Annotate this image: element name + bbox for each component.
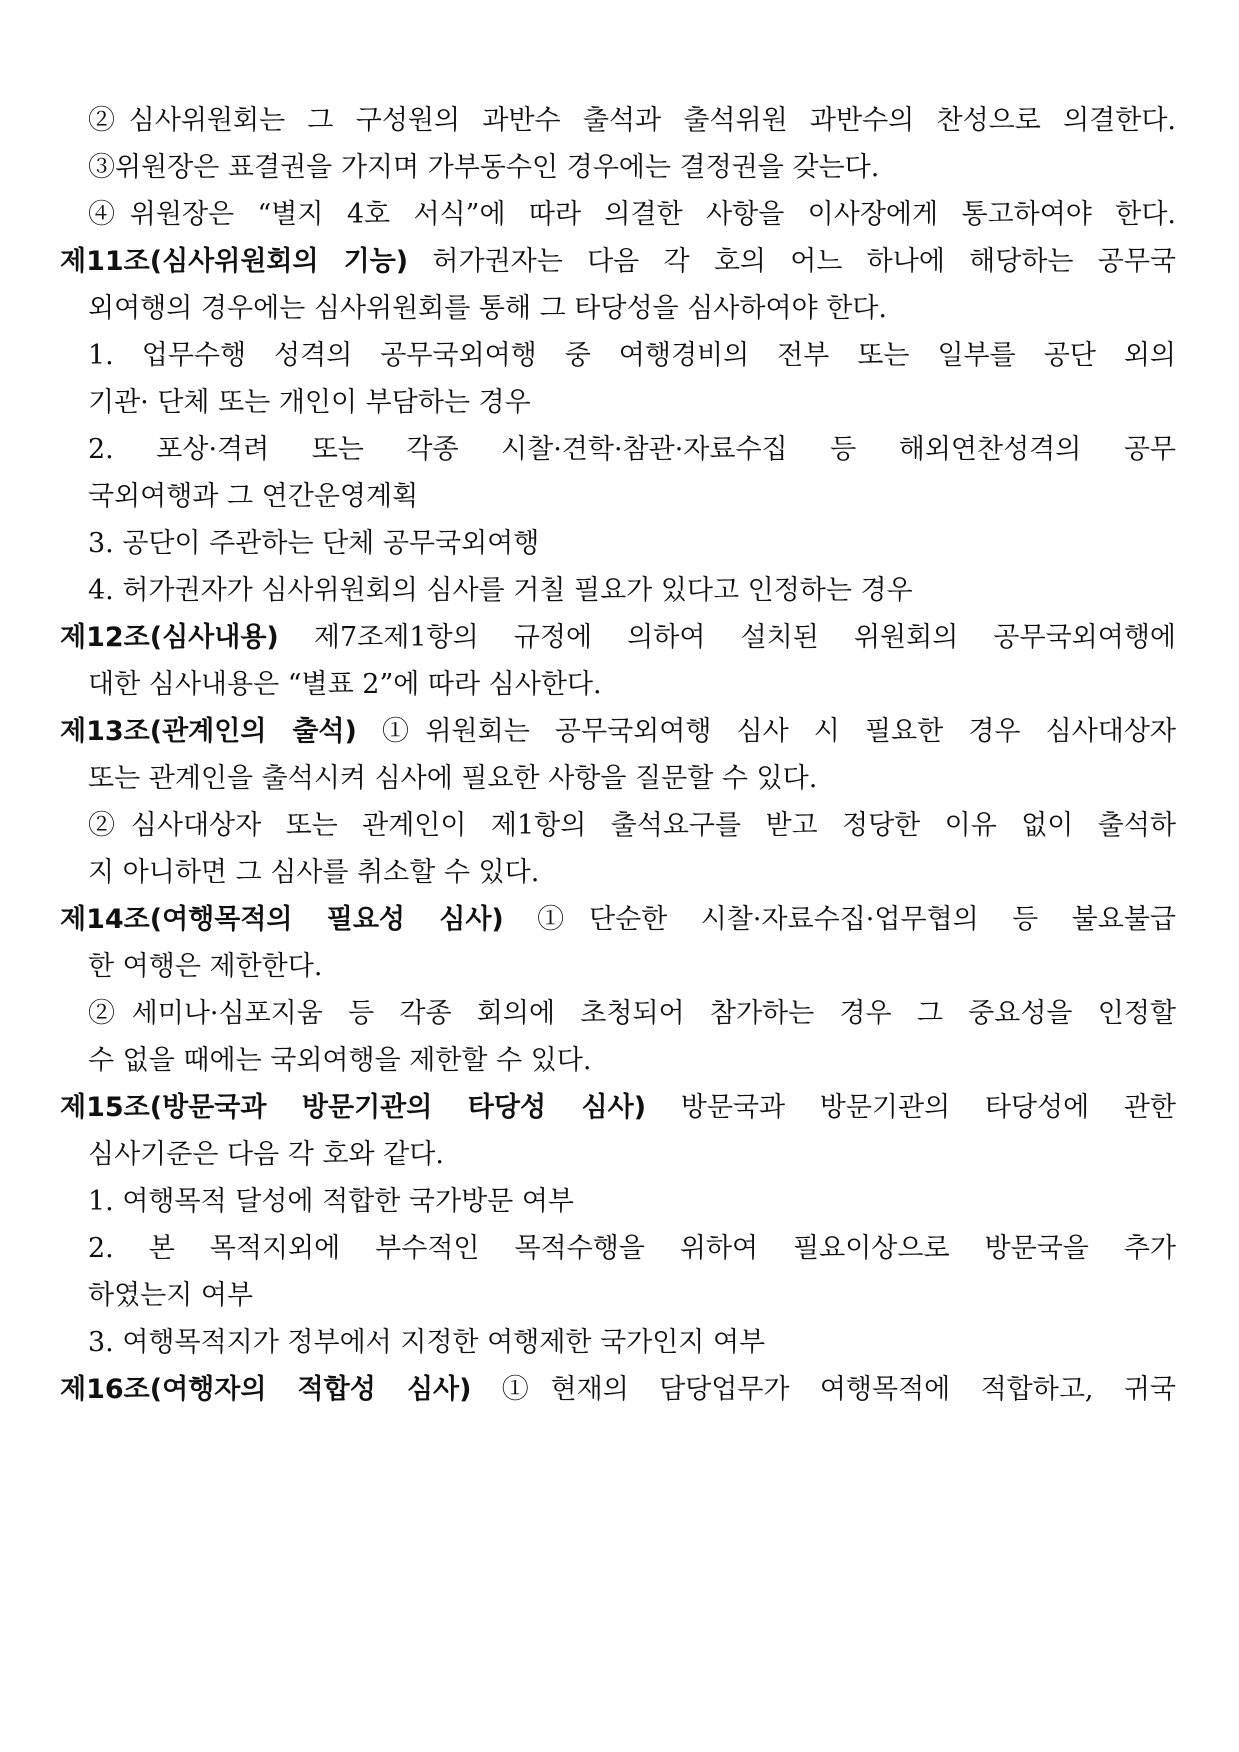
text-line: ②세미나·심포지움 등 각종 회의에 초청되어 참가하는 경우 그 중요성을 인정할	[88, 998, 1176, 1029]
text-line: 국외여행과 그 연간운영계획	[88, 481, 419, 512]
text-line: 3. 여행목적지가 정부에서 지정한 여행제한 국가인지 여부	[88, 1327, 766, 1358]
article-heading: 제14조(여행목적의 필요성 심사)	[60, 904, 504, 935]
article-16	[60, 1370, 1176, 1410]
text-line: 심사기준은 다음 각 호와 같다.	[88, 1139, 444, 1170]
text-line: 4. 허가권자가 심사위원회의 심사를 거칠 필요가 있다고 인정하는 경우	[88, 575, 913, 606]
text-line: 한 여행은 제한한다.	[88, 951, 323, 982]
text-line: 1. 여행목적 달성에 적합한 국가방문 여부	[88, 1186, 574, 1217]
article-text: 제7조제1항의 규정에 의하여 설치된 위원회의 공무국외여행에	[278, 622, 1176, 653]
text-line: ②심사위원회는 그 구성원의 과반수 출석과 출석위원 과반수의 찬성으로 의결한다.	[88, 105, 1176, 136]
article-heading: 제13조(관계인의 출석)	[60, 716, 357, 747]
text-line: 2. 포상·격려 또는 각종 시찰·견학·참관·자료수집 등 해외연찬성격의 공무	[88, 434, 1176, 465]
text-line: 수 없을 때에는 국외여행을 제한할 수 있다.	[88, 1045, 592, 1076]
article-11	[60, 242, 1176, 282]
text-line: 하였는지 여부	[88, 1280, 254, 1311]
text-line: 기관· 단체 또는 개인이 부담하는 경우	[88, 387, 531, 418]
article-heading: 제16조(여행자의 적합성 심사)	[60, 1374, 472, 1405]
text-line: 3. 공단이 주관하는 단체 공무국외여행	[88, 528, 540, 559]
text-line: ③위원장은 표결권을 가지며 가부동수인 경우에는 결정권을 갖는다.	[88, 152, 880, 183]
article-text: ①현재의 담당업무가 여행목적에 적합하고, 귀국	[471, 1374, 1176, 1405]
article-text: 허가권자는 다음 각 호의 어느 하나에 해당하는 공무국	[408, 246, 1176, 277]
article-text: 방문국과 방문기관의 타당성에 관한	[646, 1092, 1177, 1123]
article-13	[60, 712, 1176, 752]
article-text: ①위원회는 공무국외여행 심사 시 필요한 경우 심사대상자	[356, 716, 1177, 747]
article-heading: 제11조(심사위원회의 기능)	[60, 246, 409, 277]
article-12	[60, 618, 1176, 658]
article-14	[60, 900, 1176, 940]
text-line: 지 아니하면 그 심사를 취소할 수 있다.	[88, 857, 540, 888]
text-line: ④위원장은 “별지 4호 서식”에 따라 의결한 사항을 이사장에게 통고하여야 한다.	[88, 199, 1176, 230]
article-heading: 제12조(심사내용)	[60, 622, 279, 653]
text-line: 2. 본 목적지외에 부수적인 목적수행을 위하여 필요이상으로 방문국을 추가	[88, 1233, 1176, 1264]
text-line: 또는 관계인을 출석시켜 심사에 필요한 사항을 질문할 수 있다.	[88, 763, 818, 794]
text-line: 대한 심사내용은 “별표 2”에 따라 심사한다.	[88, 669, 602, 700]
article-15	[60, 1088, 1176, 1128]
text-line: 외여행의 경우에는 심사위원회를 통해 그 타당성을 심사하여야 한다.	[88, 293, 887, 324]
text-line: ②심사대상자 또는 관계인이 제1항의 출석요구를 받고 정당한 이유 없이 출석하	[88, 810, 1176, 841]
article-heading: 제15조(방문국과 방문기관의 타당성 심사)	[60, 1092, 647, 1123]
text-line: 1. 업무수행 성격의 공무국외여행 중 여행경비의 전부 또는 일부를 공단 외의	[88, 340, 1176, 371]
article-text: ①단순한 시찰·자료수집·업무협의 등 불요불급	[503, 904, 1176, 935]
